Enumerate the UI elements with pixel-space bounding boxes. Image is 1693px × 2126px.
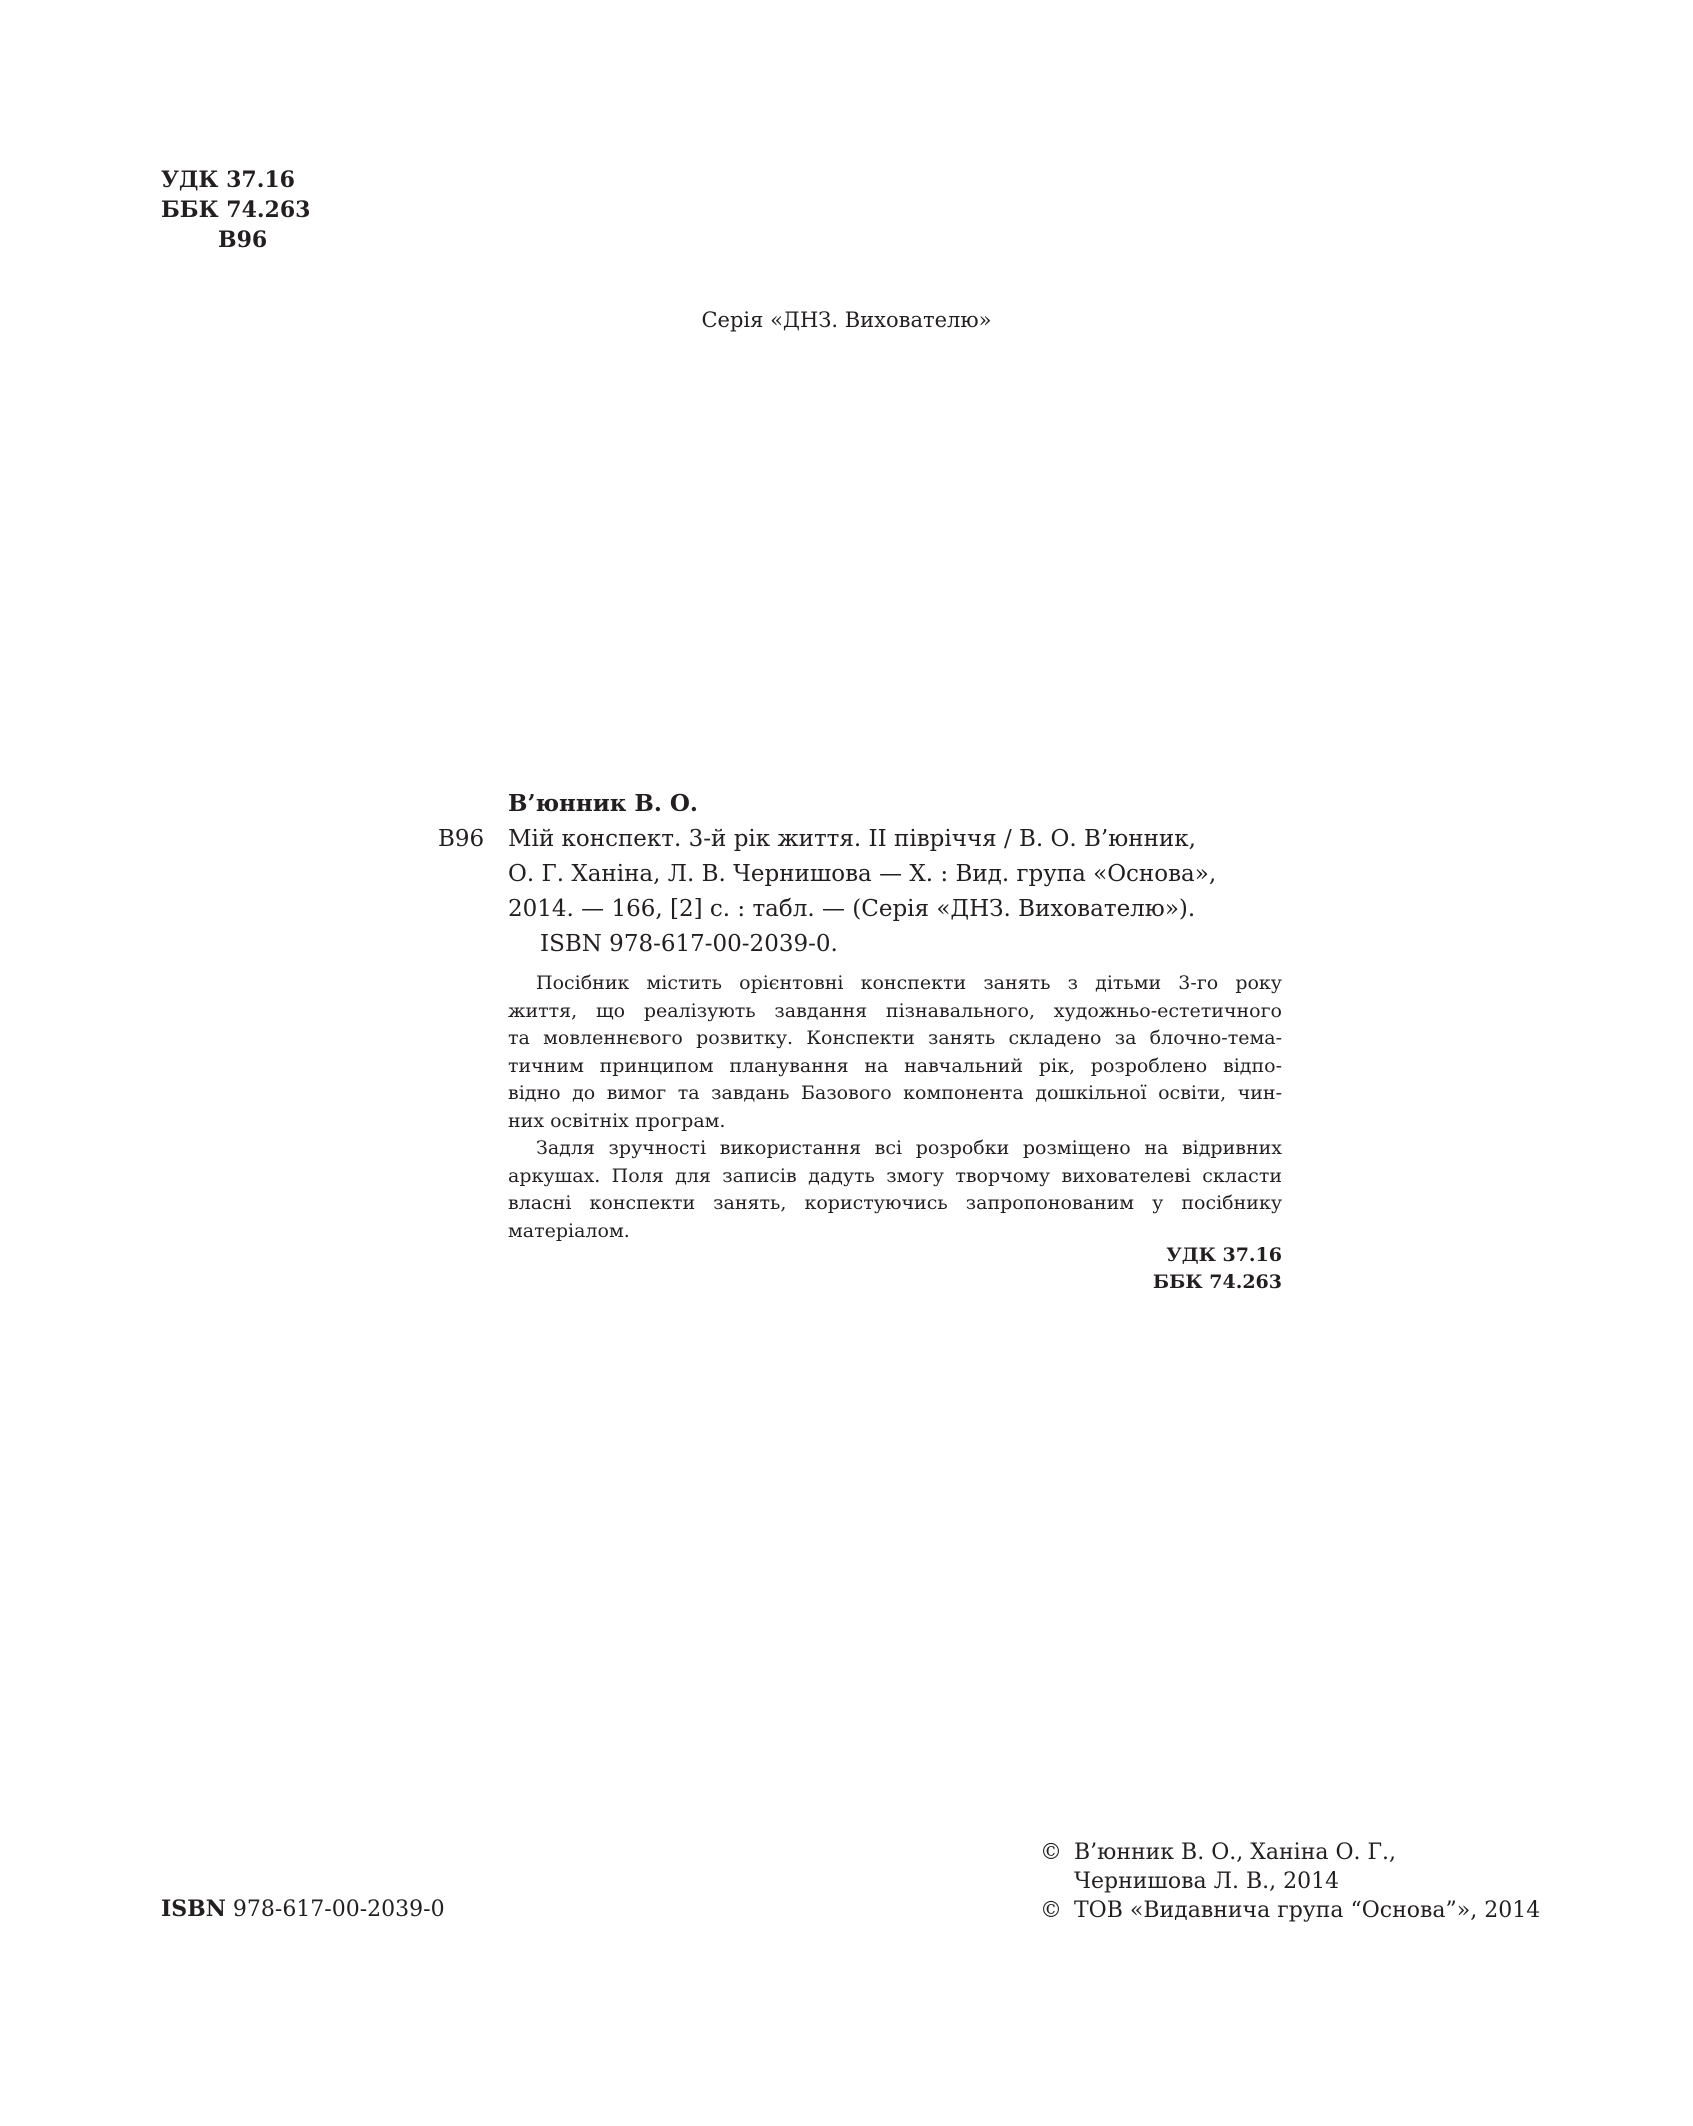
footer-isbn-number: 978-617-00-2039-0 (232, 1897, 445, 1922)
card-bib-line-3: 2014. — 166, [2] с. : табл. — (Серія «ДНЗ. Вихователю»). (508, 896, 1196, 922)
copyright-line-1: В’юнник В. О., Ханіна О. Г., (1074, 1840, 1397, 1865)
annotation-1-line-6: них освітніх програм. (508, 1109, 726, 1132)
copyright-line-2: Чернишова Л. В., 2014 (1074, 1869, 1340, 1894)
copyright-sign-1: © (1040, 1840, 1062, 1865)
card-author: В’юнник В. О. (508, 790, 698, 817)
card-bib-line-2: О. Г. Ханіна, Л. В. Чернишова — Х. : Вид. група «Основа», (508, 861, 1217, 887)
annotation-paragraph-1 (508, 970, 1282, 1135)
annotation-1-line-1: Посібник містить орієнтовні конспекти занять з дітьми 3-го року (536, 972, 1282, 994)
author-mark: В96 (218, 227, 268, 253)
annotation-1-line-2: життя, що реалізують завдання пізнавального, художньо-естетичного (508, 999, 1282, 1022)
footer-isbn (161, 1896, 445, 1922)
series-line: Серія «ДНЗ. Вихователю» (701, 308, 992, 332)
annotation-2-line-4: матеріалом. (508, 1219, 630, 1242)
annotation-2-line-2: аркушах. Поля для записів дадуть змогу творчому вихователеві скласти (508, 1164, 1282, 1187)
copyright-line-3: ТОВ «Видавнича група “Основа”», 2014 (1074, 1898, 1541, 1923)
card-udk: УДК 37.16 (1166, 1244, 1282, 1266)
card-isbn: ISBN 978-617-00-2039-0. (540, 931, 838, 957)
bbk-code: ББК 74.263 (161, 197, 311, 223)
annotation-2-line-1: Задля зручності використання всі розробки розміщено на відривних (536, 1137, 1282, 1159)
footer-isbn-label: ISBN (161, 1896, 226, 1922)
annotation-2-line-3: власні конспекти занять, користуючись запропонованим у посібнику (508, 1192, 1282, 1214)
annotation-paragraph-2 (508, 1135, 1282, 1245)
annotation-1-line-5: відно до вимог та завдань Базового компонента дошкільної освіти, чин- (508, 1082, 1282, 1104)
annotation-1-line-3: та мовленнєвого розвитку. Конспекти занять складено за блочно-тема- (508, 1027, 1282, 1049)
annotation-1-line-4: тичним принципом планування на навчальний рік, розроблено відпо- (508, 1054, 1282, 1077)
card-bbk: ББК 74.263 (1152, 1271, 1282, 1293)
card-bib-line-1: Мій конспект. 3-й рік життя. ІІ півріччя / В. О. В’юнник, (508, 826, 1196, 852)
udk-code: УДК 37.16 (161, 167, 295, 193)
card-author-mark: В96 (438, 826, 485, 852)
copyright-sign-2: © (1040, 1898, 1062, 1923)
